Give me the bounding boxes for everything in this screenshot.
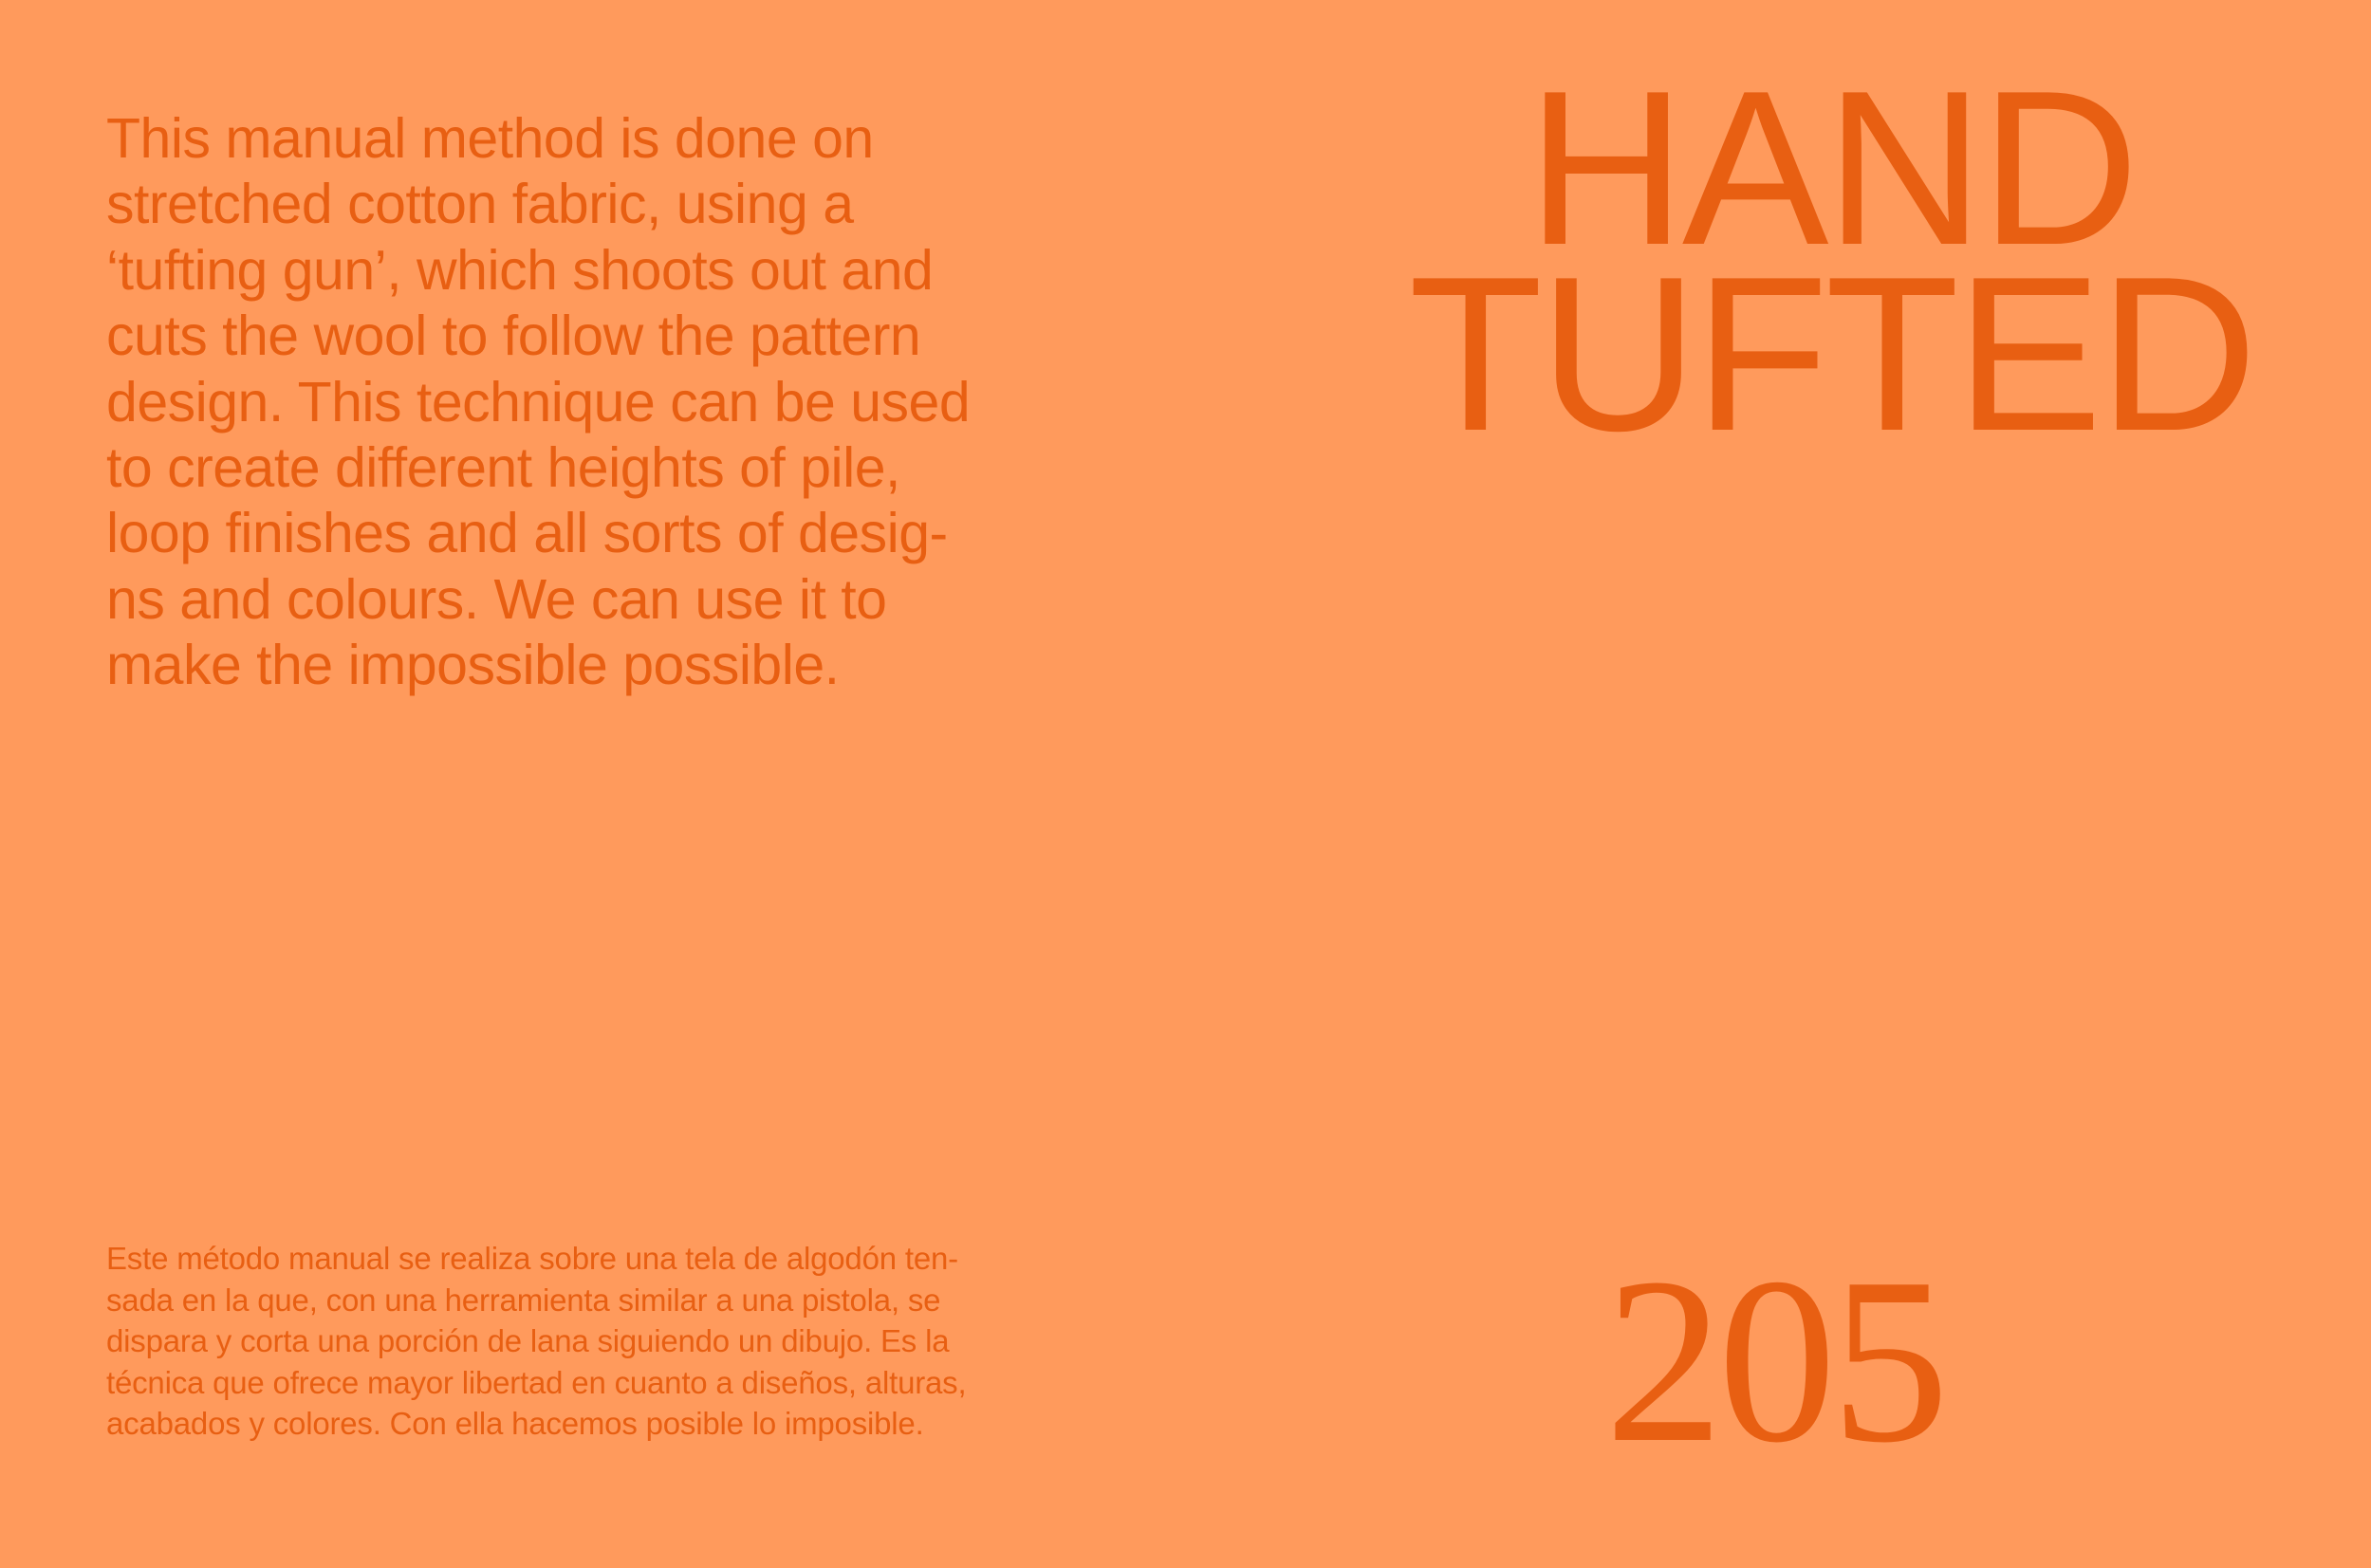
spanish-line: sada en la que, con una herramienta similar a una pistola, se — [106, 1282, 941, 1318]
english-line: make the impossible possible. — [106, 634, 840, 697]
spanish-line: dispara y corta una porción de lana siguiendo un dibujo. Es la — [106, 1323, 950, 1358]
english-line: to create different heights of pile, — [106, 436, 900, 500]
english-body-text — [106, 106, 1131, 699]
title-line-tufted: TUFTED — [1408, 231, 2254, 477]
page-number: 205 — [1604, 1229, 1944, 1492]
english-line: stretched cotton fabric, using a — [106, 173, 854, 236]
english-line: design. This technique can be used — [106, 370, 971, 434]
english-line: ns and colours. We can use it to — [106, 567, 887, 631]
english-line: This manual method is done on — [106, 107, 874, 170]
spanish-line: Este método manual se realiza sobre una tela de algodón ten- — [106, 1241, 958, 1276]
spanish-line: técnica que ofrece mayor libertad en cuanto a diseños, alturas, — [106, 1364, 967, 1400]
english-line: loop finishes and all sorts of desig- — [106, 502, 948, 565]
english-line: ‘tufting gun’, which shoots out and — [106, 238, 934, 302]
title-line-hand: HAND — [1527, 46, 2136, 291]
page-title — [1404, 46, 2258, 477]
spanish-line: acabados y colores. Con ella hacemos posible lo imposible. — [106, 1406, 924, 1441]
english-line: cuts the wool to follow the pattern — [106, 304, 921, 368]
spanish-body-text — [106, 1238, 1169, 1445]
